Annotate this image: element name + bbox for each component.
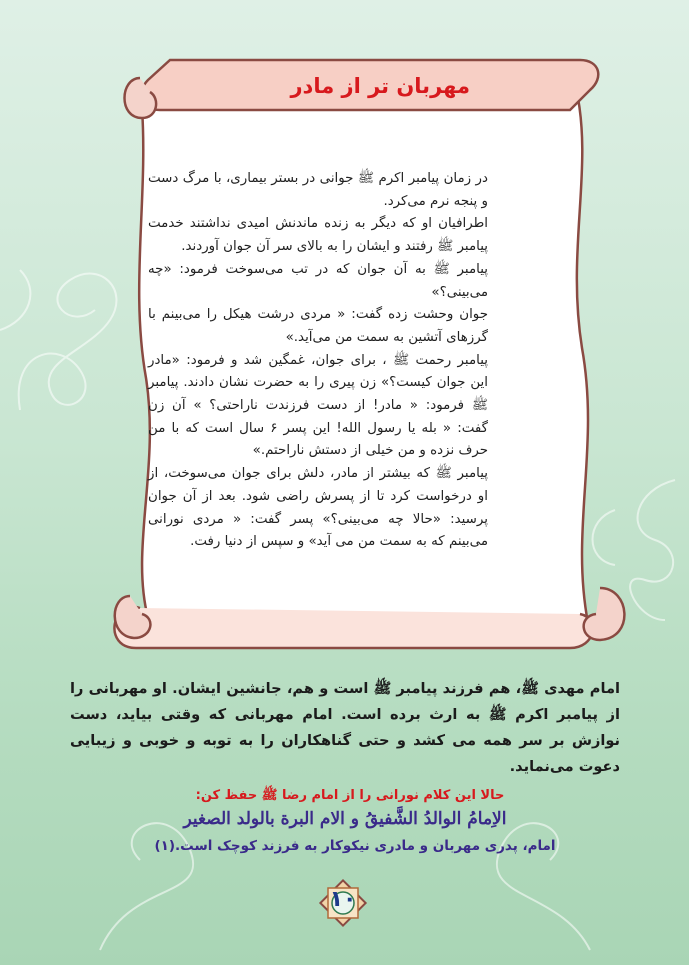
story-paragraph: اطرافیان او که دیگر به زنده ماندنش امیدی نداشتند خدمت پیامبر ﷺ رفتند و ایشان را به بالای سر آن جوان آوردند. [148, 216, 488, 255]
hadith-intro: حالا این کلام نورانی را از امام رضا ﷺ حفظ کن: [195, 788, 505, 803]
story-paragraph: پیامبر ﷺ به آن جوان که در تب می‌سوخت فرمود: «چه می‌بینی؟» [148, 261, 488, 300]
page-number: ۱۰ [329, 887, 357, 912]
hadith-translation: امام، پدری مهربان و مادری نیکوکار به فرزند کوچک است.(۱) [154, 838, 556, 854]
bottom-paragraph: امام مهدی ﷺ، هم فرزند پیامبر ﷺ است و هم، جانشین ایشان. او مهربانی را از پیامبر اکرم ﷺ به ارث برده است. امام مهربانی که وقتی بیاید، دست نوازش بر سر همه می کشد و حتی گناهکاران را به توبه و خوبی و زیبایی دعوت می‌نماید. [70, 680, 620, 775]
page-title: مهربان تر از مادر [290, 74, 470, 98]
story-paragraph: جوان وحشت زده گفت: « مردی درشت هیکل را می‌بینم با گرزهای آتشین به سمت من می‌آید.» [148, 307, 488, 345]
story-paragraph: پیامبر ﷺ که بیشتر از مادر، دلش برای جوان می‌سوخت، از او درخواست کرد تا از پسرش راضی شود. بعد از آن جوان پرسید: «حالا چه می‌بینی؟» پسر گفت: « مردی نورانی می‌بینم که به سمت من می آید» و سپس از دنیا رفت. [148, 466, 488, 550]
story-paragraph: پیامبر رحمت ﷺ ، برای جوان، غمگین شد و فرمود: «مادر این جوان کیست؟» زن پیری را به حضرت نشان دادند. پیامبر ﷺ فرمود: « مادر! از دست فرزندت ناراحتی؟ » آن زن گفت: « بله یا رسول الله! این پسر ۶ سال است که با من حرف نزده و من خیلی از دستش ناراحتم.» [148, 352, 489, 459]
hadith-arabic: الاِمامُ الوالدُ الشَّفیقُ و الام البرة بالولد الصغیر [183, 809, 507, 829]
story-paragraph: در زمان پیامبر اکرم ﷺ جوانی در بستر بیماری، با مرگ دست و پنجه نرم می‌کرد. [148, 171, 488, 209]
background-swirl-bottom [90, 750, 600, 965]
story-text [148, 168, 488, 554]
